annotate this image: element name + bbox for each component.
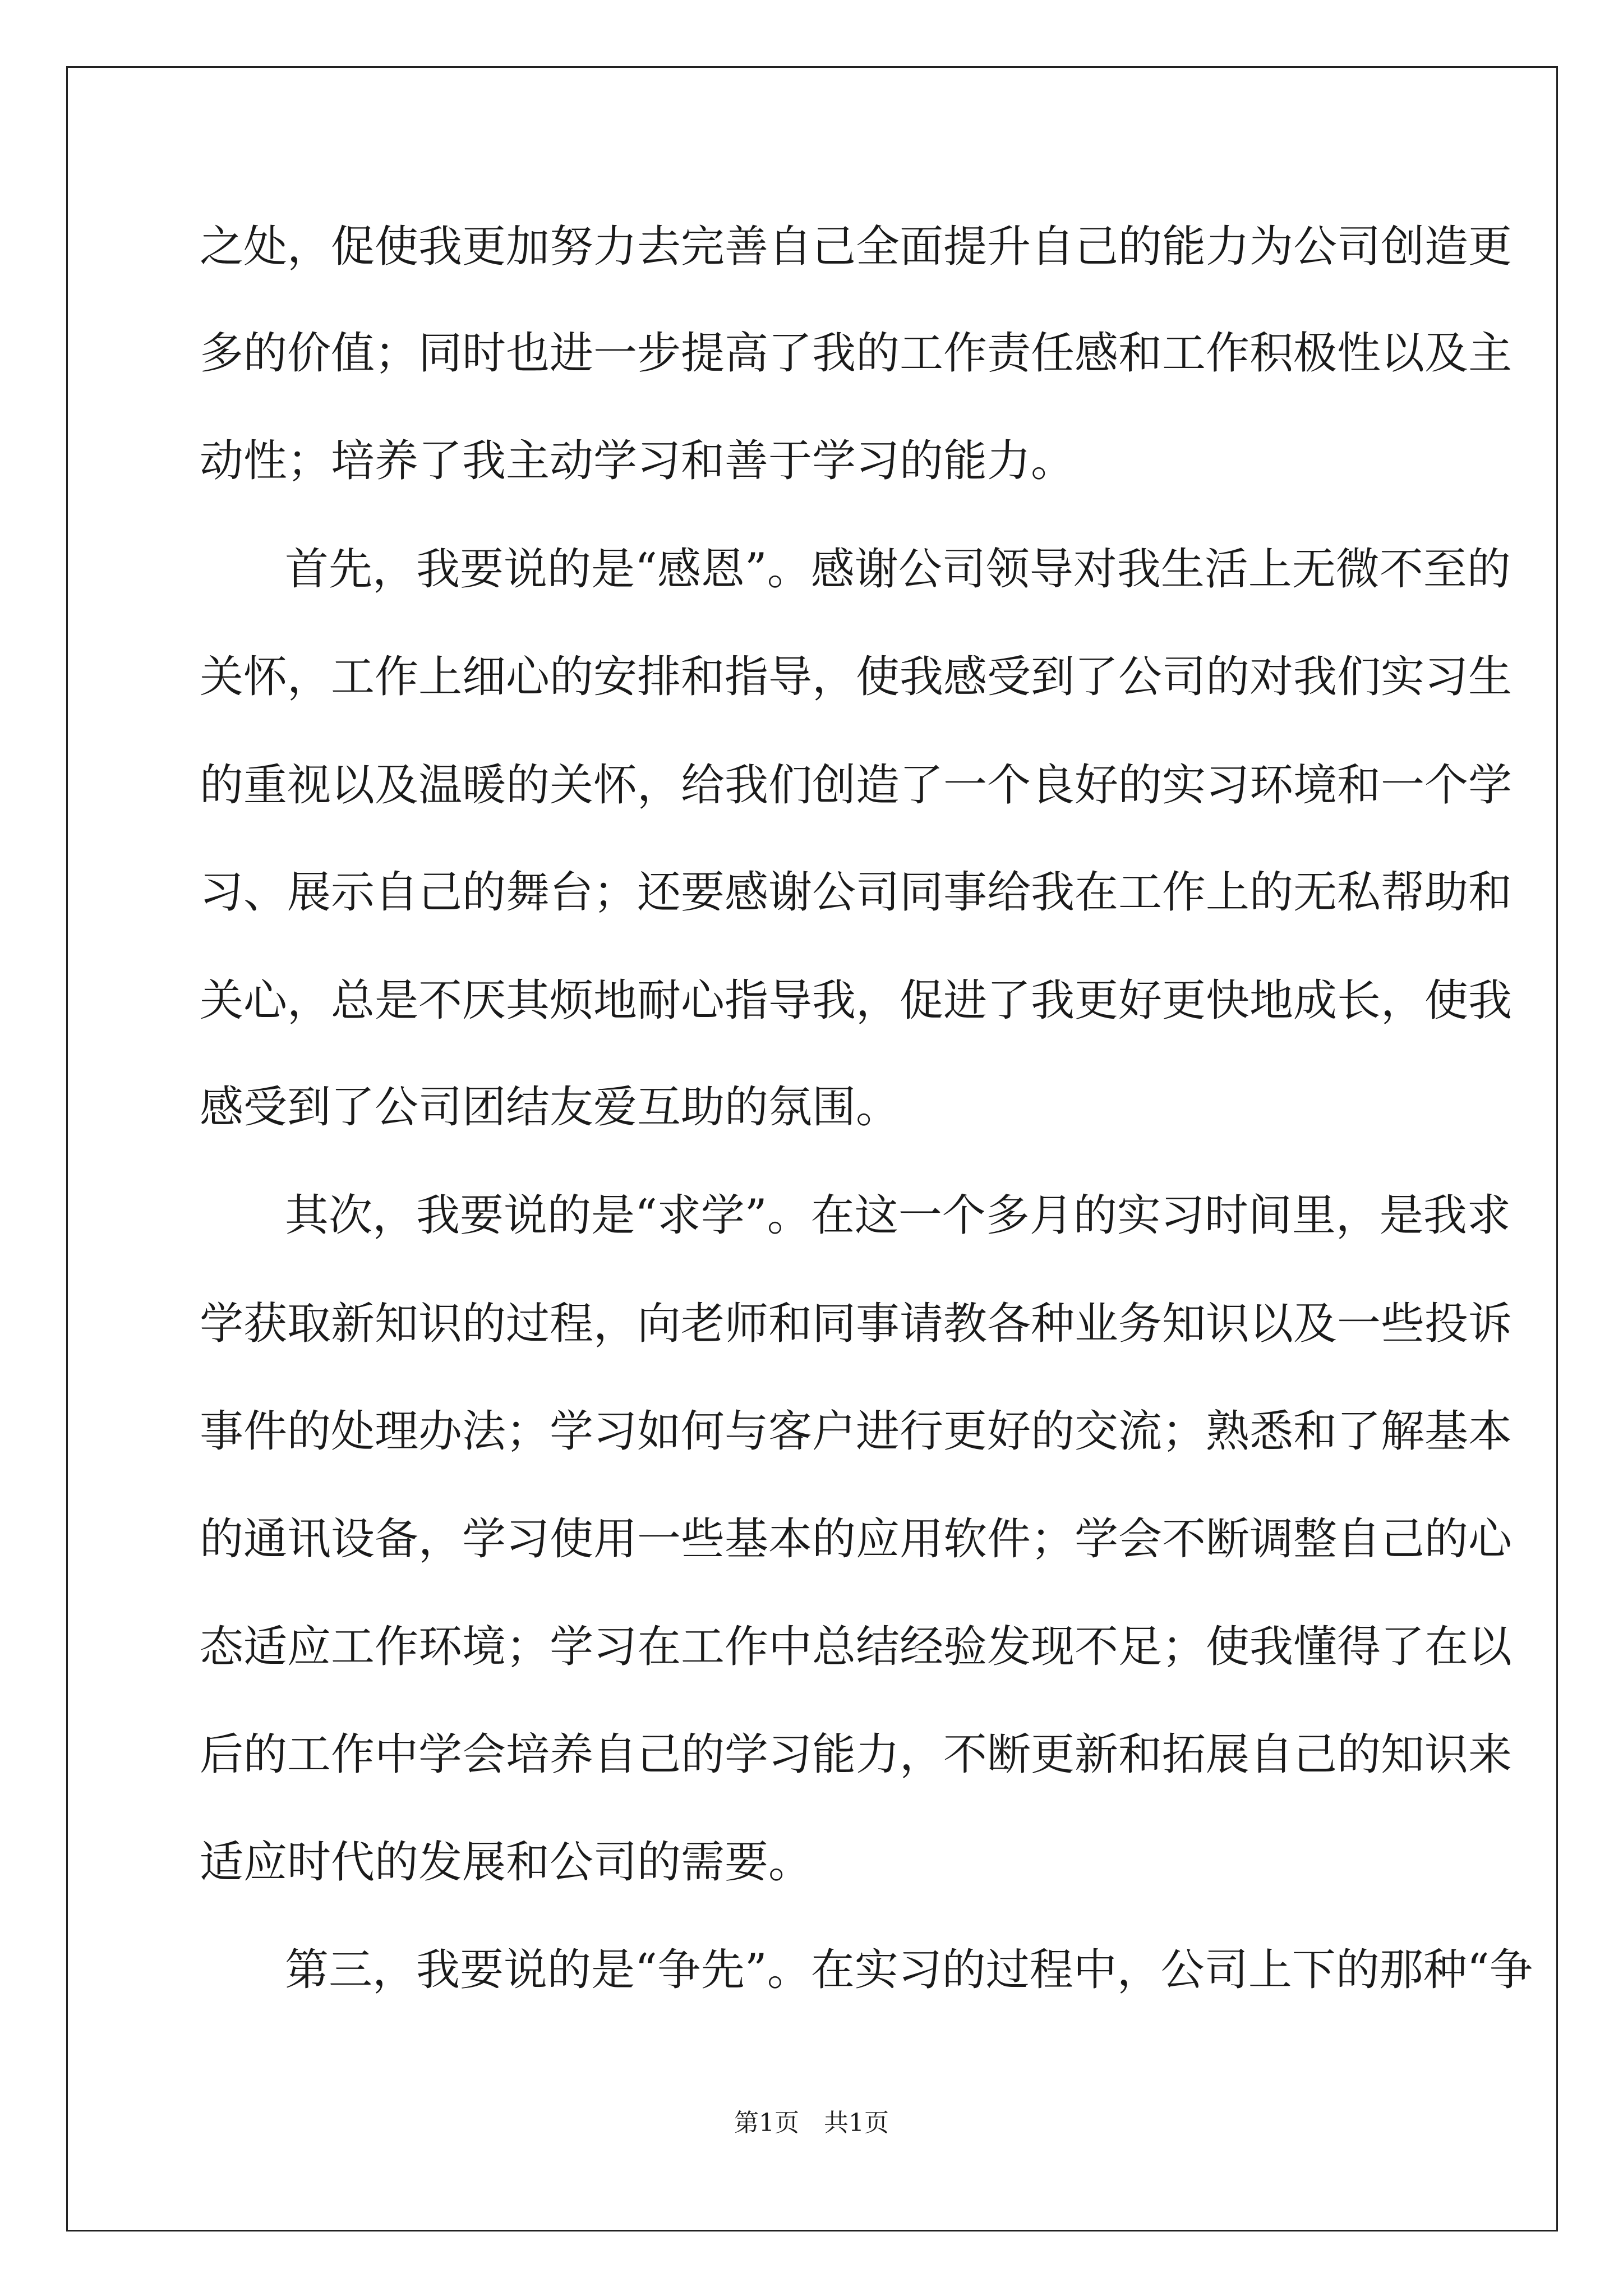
page-footer: 第1页 共1页 [734,2109,889,2137]
body-line-11: 学获取新知识的过程，向老师和同事请教各种业务知识以及一些投诉 [200,1299,1513,1349]
page-border [66,66,1558,2231]
body-line-3: 动性；培养了我主动学习和善于学习的能力。 [200,436,1075,486]
body-line-1: 之处，促使我更加努力去完善自己全面提升自己的能力为公司创造更 [200,222,1513,272]
body-line-13: 的通讯设备，学习使用一些基本的应用软件；学会不断调整自己的心 [200,1514,1513,1565]
body-line-7: 习、展示自己的舞台；还要感谢公司同事给我在工作上的无私帮助和 [200,867,1513,918]
body-line-14: 态适应工作环境；学习在工作中总结经验发现不足；使我懂得了在以 [200,1622,1513,1672]
body-line-5: 关怀，工作上细心的安排和指导，使我感受到了公司的对我们实习生 [200,652,1513,702]
paragraph-first-line: 其次，我要说的是“求学”。在这一个多月的实习时间里，是我求 [285,1190,1511,1241]
body-line-12: 事件的处理办法；学习如何与客户进行更好的交流；熟悉和了解基本 [200,1406,1513,1457]
body-line-15: 后的工作中学会培养自己的学习能力，不断更新和拓展自己的知识来 [200,1729,1513,1780]
body-line-6: 的重视以及温暖的关怀，给我们创造了一个良好的实习环境和一个学 [200,760,1513,811]
body-line-16: 适应时代的发展和公司的需要。 [200,1837,813,1888]
paragraph-first-line: 首先，我要说的是“感恩”。感谢公司领导对我生活上无微不至的 [285,544,1511,595]
body-line-8: 关心，总是不厌其烦地耐心指导我，促进了我更好更快地成长，使我 [200,976,1513,1026]
body-line-9: 感受到了公司团结友爱互助的氛围。 [200,1082,900,1133]
body-line-2: 多的价值；同时也进一步提高了我的工作责任感和工作积极性以及主 [200,328,1513,379]
paragraph-first-line: 第三，我要说的是“争先”。在实习的过程中，公司上下的那种“争 [285,1945,1533,1995]
